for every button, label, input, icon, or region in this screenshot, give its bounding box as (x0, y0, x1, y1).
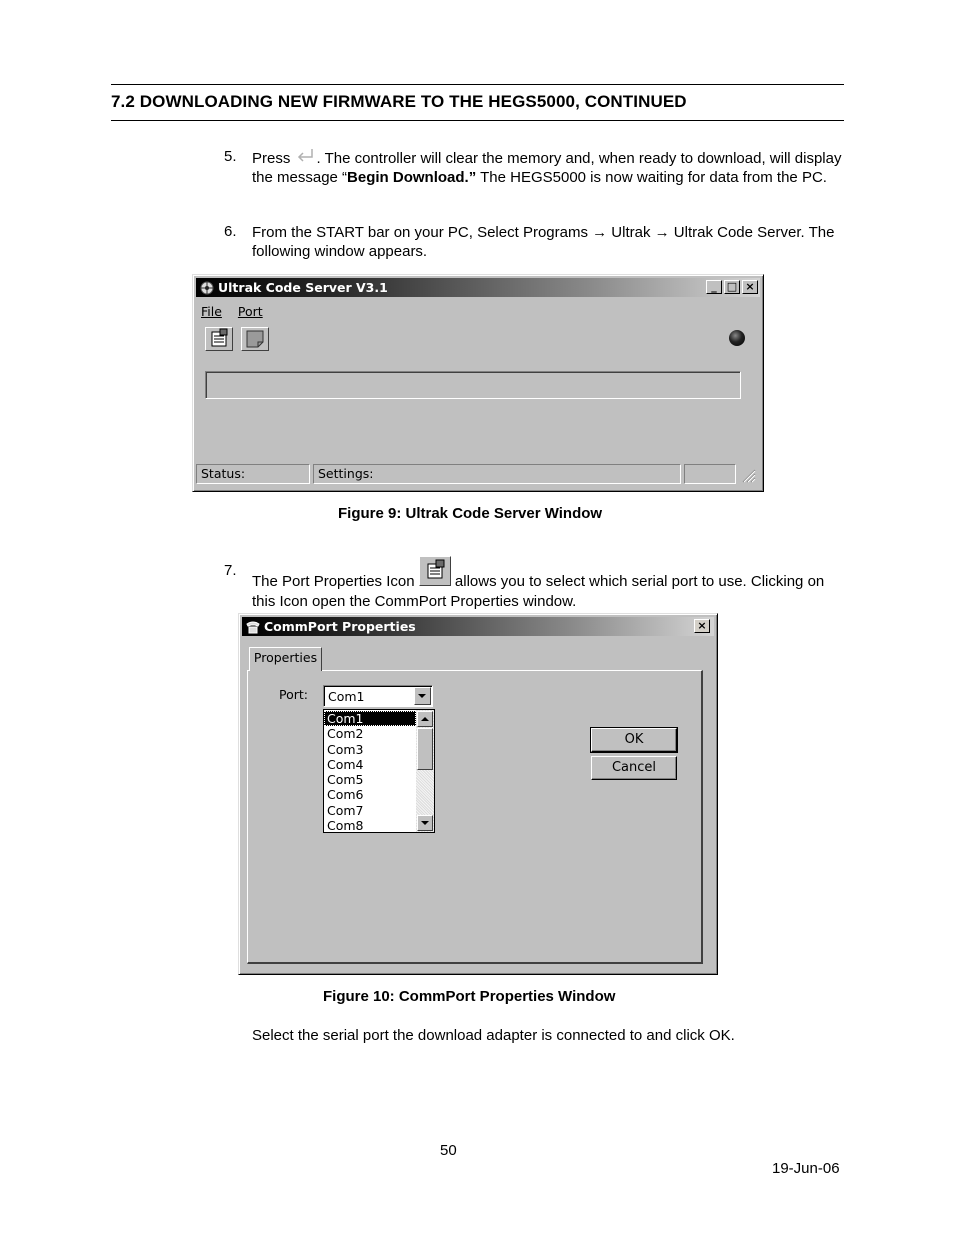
scroll-down-arrow-icon[interactable] (417, 815, 433, 831)
port-properties-inline-icon (419, 556, 451, 586)
tab-properties[interactable] (249, 647, 322, 671)
step-5-text (252, 148, 842, 187)
chevron-down-icon[interactable] (414, 687, 431, 705)
header-rule-bottom (111, 120, 844, 121)
figure-10-caption: Figure 10: CommPort Properties Window (323, 988, 616, 1005)
scroll-thumb[interactable] (417, 728, 433, 770)
port-option[interactable]: Com2 (327, 726, 364, 742)
page-number: 50 (440, 1142, 457, 1159)
closing-text: Select the serial port the download adapter is connected to and click OK. (252, 1027, 735, 1044)
cancel-button[interactable] (591, 756, 677, 780)
step-5-bold-message: Begin Download.” (347, 169, 477, 186)
port-list-items (324, 711, 416, 833)
step-7-text (252, 562, 842, 611)
step-5-part1: Press (252, 150, 295, 167)
step-7-part2: allows you to select which serial port to use. Clicking on this Icon open the CommPort Properties window. (252, 573, 825, 610)
cp-close-button[interactable]: × (694, 619, 710, 633)
section-title: 7.2 DOWNLOADING NEW FIRMWARE TO THE HEGS5000, CONTINUED (111, 92, 687, 111)
cancel-button-label: Cancel (611, 760, 657, 775)
status-bar (196, 463, 758, 485)
step-6-number: 6. (224, 223, 237, 240)
tab-panel (247, 670, 703, 964)
step-6-text: From the START bar on your PC, Select Programs → Ultrak → Ultrak Code Server. The following window appears. (252, 224, 835, 260)
maximize-button[interactable]: □ (724, 280, 740, 294)
status-label: Status: (201, 466, 246, 481)
step-5-part2: . The controller will clear the memory and, when ready to download, will display the message “ (252, 150, 842, 186)
phone-icon (246, 620, 260, 634)
port-option[interactable]: Com8 (327, 818, 364, 834)
progress-bar (205, 371, 741, 399)
step-7-number: 7. (224, 562, 237, 579)
ok-button[interactable] (591, 728, 677, 752)
port-label: Port: (279, 687, 308, 702)
port-dropdown-list[interactable] (323, 709, 435, 833)
settings-pane (313, 464, 681, 484)
cp-title: CommPort Properties (264, 619, 416, 634)
ucs-menubar (201, 304, 263, 319)
scroll-up-arrow-icon[interactable] (417, 711, 433, 727)
port-properties-icon (206, 328, 232, 350)
list-scrollbar[interactable] (416, 710, 434, 832)
cp-titlebar (242, 617, 714, 636)
port-properties-button[interactable] (205, 327, 233, 351)
header-rule-top (111, 84, 844, 85)
port-option[interactable]: Com3 (327, 741, 364, 757)
menu-file[interactable]: File (201, 304, 222, 319)
settings-label: Settings: (318, 466, 374, 481)
close-button[interactable]: × (742, 280, 758, 294)
port-select-value: Com1 (328, 689, 365, 704)
ok-button-label: OK (624, 732, 644, 747)
ucs-title: Ultrak Code Server V3.1 (218, 280, 388, 295)
connection-status-led-icon (729, 330, 745, 346)
status-pane (196, 464, 310, 484)
menu-port[interactable]: Port (237, 304, 263, 319)
commport-properties-window (238, 613, 718, 975)
download-button[interactable] (241, 327, 269, 351)
step-5-part3: The HEGS5000 is now waiting for data from the PC. (476, 169, 827, 186)
resize-grip-icon[interactable] (741, 468, 756, 483)
port-option[interactable]: Com4 (327, 756, 364, 772)
ultrak-code-server-window (192, 274, 764, 492)
port-option[interactable]: Com7 (327, 802, 364, 818)
footer-date: 19-Jun-06 (772, 1160, 840, 1177)
blank-page-icon (242, 328, 268, 350)
minimize-button[interactable]: _ (706, 280, 722, 294)
figure-9-caption: Figure 9: Ultrak Code Server Window (338, 505, 603, 522)
extra-pane (684, 464, 736, 484)
step-5-number: 5. (224, 148, 237, 165)
step-7-part1: The Port Properties Icon (252, 573, 419, 590)
port-select[interactable] (323, 685, 433, 707)
port-option[interactable]: Com6 (327, 787, 364, 803)
enter-key-icon (295, 148, 317, 164)
tab-properties-label: Properties (253, 650, 318, 665)
ucs-titlebar (196, 278, 760, 297)
port-option[interactable]: Com5 (327, 772, 364, 788)
port-option[interactable]: Com1 (324, 711, 416, 726)
app-disc-icon (200, 281, 214, 295)
